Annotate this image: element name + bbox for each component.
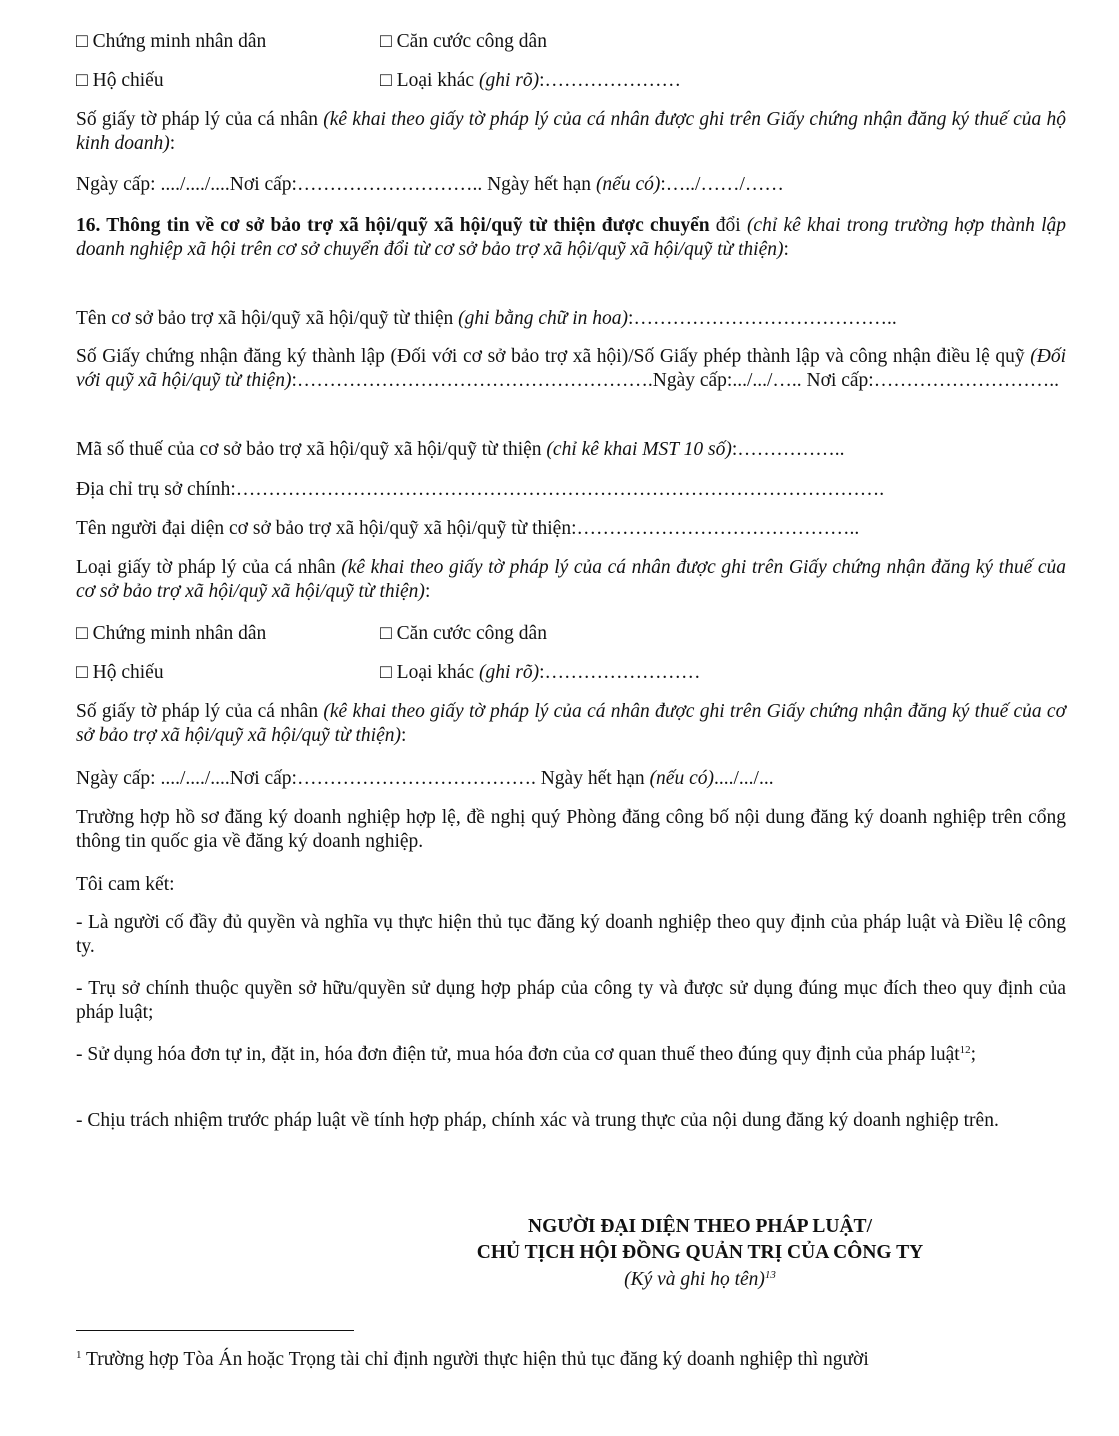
- commitment-text: - Sử dụng hóa đơn tự in, đặt in, hóa đơn điện tử, mua hóa đơn của cơ quan thuế theo đúng quy định của pháp luật: [76, 1044, 960, 1065]
- ngay-cap-2-tail: ..../.../...: [714, 768, 774, 789]
- so-giay-to-note: (kê khai theo giấy tờ pháp lý của cá nhân được ghi trên Giấy chứng nhận đăng ký thuế của hộ kinh doanh): [76, 109, 1066, 154]
- commitment-item: - Trụ sở chính thuộc quyền sở hữu/quyền sử dụng hợp pháp của công ty và được sử dụng đúng mục đích theo quy định của pháp luật;: [76, 978, 1066, 1023]
- commitment-item: - Là người cố đầy đủ quyền và nghĩa vụ thực hiện thủ tục đăng ký doanh nghiệp theo quy định của pháp luật và Điều lệ công ty.: [76, 912, 1066, 957]
- so-giay-to-paragraph: [76, 108, 1066, 156]
- so-gcn-note: (Đối với quỹ xã hội/quỹ từ thiện): [76, 346, 1066, 391]
- option-loai-khac-label: □ Loại khác: [380, 70, 479, 91]
- so-gcn-paragraph: [76, 345, 1066, 393]
- ngay-cap-2-text: Ngày cấp: ..../..../....Nơi cấp:………………………………. Ngày hết hạn: [76, 768, 650, 789]
- commitment-item: [76, 1043, 1066, 1067]
- signature-title-line1: NGƯỜI ĐẠI DIỆN THEO PHÁP LUẬT/: [527, 1216, 872, 1237]
- commit-intro: Tôi cam kết:: [76, 874, 175, 895]
- so-giay-to-label: Số giấy tờ pháp lý của cá nhân: [76, 109, 324, 130]
- mst-note: (chỉ kê khai MST 10 số): [546, 439, 732, 460]
- footnote-mark: 1: [76, 1349, 82, 1361]
- nguoi-dai-dien-line: Tên người đại diện cơ sở bảo trợ xã hội/quỹ xã hội/quỹ từ thiện:……………………………………..: [76, 518, 860, 539]
- signature-title-line2: CHỦ TỊCH HỘI ĐỒNG QUẢN TRỊ CỦA CÔNG TY: [476, 1242, 924, 1263]
- signature-note-text: (Ký và ghi họ tên): [624, 1269, 765, 1290]
- section-16-heading-plain: đổi: [709, 215, 747, 236]
- so-gcn-text: Số Giấy chứng nhận đăng ký thành lập (Đối với cơ sở bảo trợ xã hội)/Số Giấy phép thành lập và công nhận điều lệ quỹ: [76, 346, 1031, 367]
- option-cmnd[interactable]: □ Chứng minh nhân dân: [76, 31, 267, 52]
- section-16-heading-tail: :: [783, 239, 789, 260]
- option-loai-khac-2[interactable]: [380, 661, 701, 685]
- ngay-cap-line: [76, 173, 784, 197]
- ngay-cap-text: Ngày cấp: ..../..../....Nơi cấp:……………………….. Ngày hết hạn: [76, 174, 596, 195]
- so-giay-to-2-tail: :: [401, 725, 407, 746]
- commitment-item: - Chịu trách nhiệm trước pháp luật về tính hợp pháp, chính xác và trung thực của nội dung đăng ký doanh nghiệp trên.: [76, 1110, 999, 1131]
- loai-giay-to-note: (kê khai theo giấy tờ pháp lý của cá nhân được ghi trên Giấy chứng nhận đăng ký thuế của cơ sở bảo trợ xã hội/quỹ xã hội/quỹ từ thiện): [76, 557, 1066, 602]
- so-giay-to-2-note: (kê khai theo giấy tờ pháp lý của cá nhân được ghi trên Giấy chứng nhận đăng ký thuế của cơ sở bảo trợ xã hội/quỹ xã hội/quỹ từ thiện): [76, 701, 1066, 746]
- option-loai-khac-2-blank: :……………………: [539, 662, 701, 683]
- mst-label: Mã số thuế của cơ sở bảo trợ xã hội/quỹ xã hội/quỹ từ thiện: [76, 439, 547, 460]
- so-giay-to-tail: :: [169, 133, 176, 154]
- option-cccd[interactable]: □ Căn cước công dân: [380, 31, 547, 52]
- section-16-heading-note: (chỉ kê khai trong trường hợp thành lập doanh nghiệp xã hội trên cơ sở chuyển đổi từ cơ sở bảo trợ xã hội/quỹ xã hội/quỹ từ thiện): [76, 215, 1066, 260]
- ten-co-so-note: (ghi bằng chữ in hoa): [458, 308, 629, 329]
- signature-note: [400, 1268, 1000, 1292]
- option-loai-khac-2-note: (ghi rõ): [478, 662, 540, 683]
- footnote-separator: [76, 1330, 354, 1331]
- option-loai-khac[interactable]: [380, 69, 681, 93]
- section-16-heading-bold: 16. Thông tin về cơ sở bảo trợ xã hội/quỹ xã hội/quỹ từ thiện được chuyển: [76, 215, 710, 236]
- option-cccd-2[interactable]: □ Căn cước công dân: [380, 623, 547, 644]
- option-loai-khac-note: (ghi rõ): [478, 70, 540, 91]
- option-cmnd-2[interactable]: □ Chứng minh nhân dân: [76, 623, 267, 644]
- loai-giay-to-paragraph: [76, 556, 1066, 604]
- ten-co-so-line: [76, 307, 897, 331]
- footnote-text: Trường hợp Tòa Án hoặc Trọng tài chỉ định người thực hiện thủ tục đăng ký doanh nghiệp thì người: [81, 1349, 869, 1370]
- mst-line: [76, 438, 845, 462]
- loai-giay-to-tail: :: [424, 581, 431, 602]
- so-giay-to-2-label: Số giấy tờ pháp lý của cá nhân: [76, 701, 324, 722]
- ten-co-so-label: Tên cơ sở bảo trợ xã hội/quỹ xã hội/quỹ từ thiện: [76, 308, 459, 329]
- section-16-heading: [76, 214, 1066, 262]
- request-paragraph: Trường hợp hồ sơ đăng ký doanh nghiệp hợp lệ, đề nghị quý Phòng đăng công bố nội dung đăng ký doanh nghiệp trên cổng thông tin quốc gia về đăng ký doanh nghiệp.: [76, 807, 1066, 852]
- mst-blank: :……………..: [731, 439, 845, 460]
- footnote-ref-12[interactable]: 12: [959, 1044, 971, 1056]
- loai-giay-to-label: Loại giấy tờ pháp lý của cá nhân: [76, 557, 342, 578]
- so-gcn-tail: :……………………………………………….Ngày cấp:.../.../….. Nơi cấp:………………………..: [291, 370, 1059, 391]
- so-giay-to-paragraph-2: [76, 700, 1066, 748]
- ten-co-so-blank: :…………………………………..: [628, 308, 897, 329]
- option-ho-chieu[interactable]: □ Hộ chiếu: [76, 70, 164, 91]
- ngay-cap-line-2: [76, 767, 774, 791]
- option-loai-khac-2-label: □ Loại khác: [380, 662, 479, 683]
- ngay-cap-note: (nếu có): [595, 174, 661, 195]
- option-loai-khac-blank: :…………………: [539, 70, 681, 91]
- ngay-cap-tail: :…../……/……: [660, 174, 784, 195]
- option-ho-chieu-2[interactable]: □ Hộ chiếu: [76, 662, 164, 683]
- ngay-cap-2-note: (nếu có): [649, 768, 714, 789]
- footnote-ref-13[interactable]: 13: [764, 1269, 776, 1281]
- commitment-tail: ;: [970, 1044, 977, 1065]
- dia-chi-line: Địa chỉ trụ sở chính:……………………………………………………………………………………….: [76, 479, 885, 500]
- footnote: [76, 1348, 869, 1372]
